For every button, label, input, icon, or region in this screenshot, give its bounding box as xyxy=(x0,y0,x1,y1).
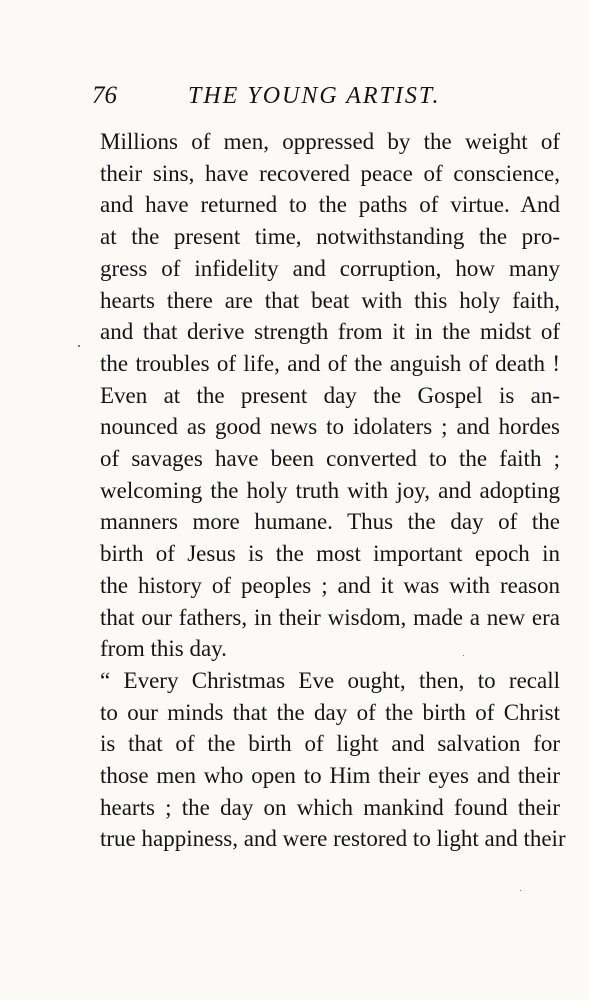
body-text xyxy=(100,126,566,855)
text-line: from this day. xyxy=(100,636,227,662)
text-line: those men who open to Him their eyes and their xyxy=(100,763,560,789)
paragraph-2 xyxy=(100,665,566,855)
text-line: at the present time, notwithstanding the pro- xyxy=(100,224,560,250)
text-line: hearts there are that beat with this holy faith, xyxy=(100,287,560,313)
running-title: THE YOUNG ARTIST. xyxy=(188,83,441,109)
text-line: hearts ; the day on which mankind found their xyxy=(100,794,560,820)
text-line: Even at the present day the Gospel is an- xyxy=(100,382,560,408)
text-line: gress of infidelity and corruption, how many xyxy=(100,255,560,281)
text-line: welcoming the holy truth with joy, and adopting xyxy=(100,477,560,503)
paper-speck xyxy=(520,890,521,891)
text-line: that our fathers, in their wisdom, made a new era xyxy=(100,604,560,630)
text-line: “ Every Christmas Eve ought, then, to recall xyxy=(100,667,560,693)
text-line: to our minds that the day of the birth of Christ xyxy=(100,699,560,725)
text-line: their sins, have recovered peace of conscience, xyxy=(100,160,560,186)
text-line: and have returned to the paths of virtue. And xyxy=(100,192,560,218)
page-number: 76 xyxy=(92,82,117,109)
page-header xyxy=(92,80,482,112)
paragraph-1 xyxy=(100,126,560,665)
text-line: of savages have been converted to the faith ; xyxy=(100,446,560,472)
text-line: is that of the birth of light and salvation for xyxy=(100,731,560,757)
text-line: nounced as good news to idolaters ; and hordes xyxy=(100,414,560,440)
text-line: the troubles of life, and of the anguish of death ! xyxy=(100,350,560,376)
text-line: true happiness, and were restored to light and their xyxy=(100,826,566,852)
text-line: and that derive strength from it in the midst of xyxy=(100,319,560,345)
text-line: manners more humane. Thus the day of the xyxy=(100,509,560,535)
paper-speck xyxy=(78,345,80,347)
text-line: birth of Jesus is the most important epoch in xyxy=(100,541,560,567)
text-line: the history of peoples ; and it was with reason xyxy=(100,572,560,598)
text-line: Millions of men, oppressed by the weight of xyxy=(100,129,560,154)
paper-speck xyxy=(463,655,464,656)
